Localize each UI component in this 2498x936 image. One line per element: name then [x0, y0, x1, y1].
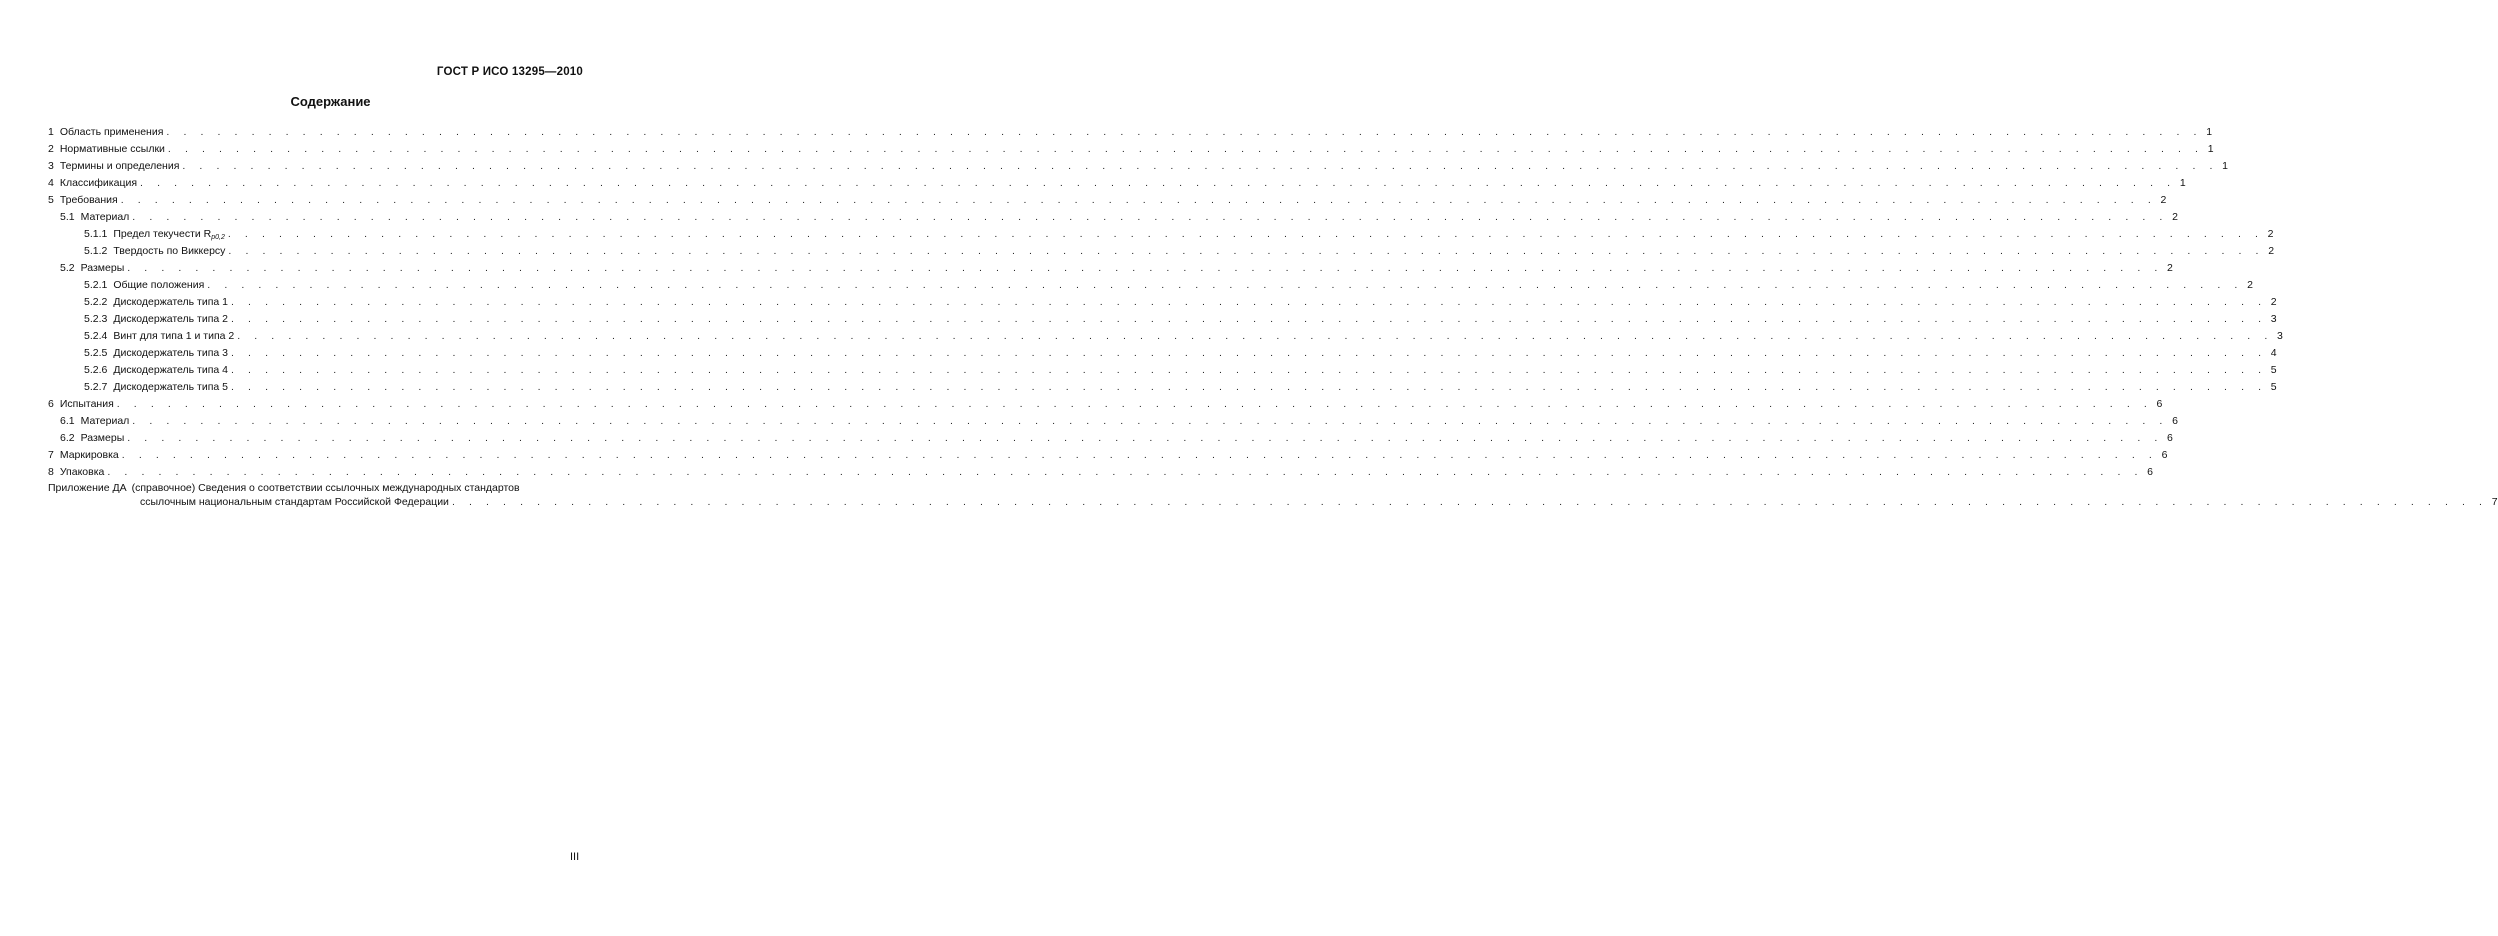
toc-entry-title: Дискодержатель типа 3	[113, 347, 228, 359]
dot-leader: . . . . . . . . . . . . . . . . . . . . . . . . . . . . . . . . . . . . . . . . . . . . . . . . . . . . . . . . . . . . . . . . . . . . . . . . . . . . . . . . . . . . . . . . . . . . . . . . . . . . . . . . . . . . . . . . . . . . . . . .	[166, 126, 2203, 138]
toc-entry-title: Материал	[80, 415, 130, 427]
appendix-second-line	[48, 495, 2498, 510]
appendix-title-line2: ссылочным национальным стандартам Российской Федерации	[140, 496, 449, 508]
toc-entry-number: 7	[48, 449, 54, 461]
toc-entry[interactable]	[48, 396, 2163, 413]
dot-leader: . . . . . . . . . . . . . . . . . . . . . . . . . . . . . . . . . . . . . . . . . . . . . . . . . . . . . . . . . . . . . . . . . . . . . . . . . . . . . . . . . . . . . . . . . . . . . . . . . . . . . . . . . . . . . . . . . . . . . . . .	[127, 262, 2163, 274]
toc-entry-number: 5.2.6	[84, 364, 108, 376]
toc-entry-title: Дискодержатель типа 1	[113, 296, 228, 308]
toc-entry[interactable]	[48, 192, 2167, 209]
toc-entry-page: 2	[2160, 194, 2167, 206]
toc-entry-number: 6	[48, 398, 54, 410]
toc-entry-page: 4	[2270, 347, 2277, 359]
toc-entry-page: 1	[2206, 126, 2213, 138]
dot-leader: . . . . . . . . . . . . . . . . . . . . . . . . . . . . . . . . . . . . . . . . . . . . . . . . . . . . . . . . . . . . . . . . . . . . . . . . . . . . . . . . . . . . . . . . . . . . . . . . . . . . . . . . . . . . . . . . . . . . . . . .	[116, 398, 2153, 410]
document-id: ГОСТ Р ИСО 13295—2010	[436, 66, 583, 78]
toc-entry-title: Нормативные ссылки	[59, 143, 165, 155]
toc-entry[interactable]	[48, 158, 2229, 175]
toc-entry[interactable]	[48, 124, 2213, 141]
toc-entry-number: 5.1.2	[84, 245, 108, 257]
toc-entry-title: Область применения	[59, 126, 164, 138]
dot-leader: . . . . . . . . . . . . . . . . . . . . . . . . . . . . . . . . . . . . . . . . . . . . . . . . . . . . . . . . . . . . . . . . . . . . . . . . . . . . . . . . . . . . . . . . . . . . . . . . . . . . . . . . . . . . . . . . . . . . . . . .	[207, 279, 2243, 291]
dot-leader: . . . . . . . . . . . . . . . . . . . . . . . . . . . . . . . . . . . . . . . . . . . . . . . . . . . . . . . . . . . . . . . . . . . . . . . . . . . . . . . . . . . . . . . . . . . . . . . . . . . . . . . . . . . . . . . . . . . . . . . .	[228, 245, 2265, 257]
toc-entry[interactable]	[48, 430, 2173, 447]
dot-leader: . . . . . . . . . . . . . . . . . . . . . . . . . . . . . . . . . . . . . . . . . . . . . . . . . . . . . . . . . . . . . . . . . . . . . . . . . . . . . . . . . . . . . . . . . . . . . . . . . . . . . . . . . . . . . . . . . . . . . . . .	[231, 364, 2267, 376]
toc-entry-title: Предел текучести $R_{p0,2}$	[113, 228, 225, 241]
dot-leader: . . . . . . . . . . . . . . . . . . . . . . . . . . . . . . . . . . . . . . . . . . . . . . . . . . . . . . . . . . . . . . . . . . . . . . . . . . . . . . . . . . . . . . . . . . . . . . . . . . . . . . . . . . . . . . . . . . . . . . . .	[132, 415, 2168, 427]
toc-entry-number: 6.1	[60, 415, 75, 427]
toc-entry[interactable]	[48, 345, 2277, 362]
toc-entry-page: 2	[2268, 245, 2275, 257]
toc-entry-page: 1	[2179, 177, 2186, 189]
toc-entry-number: 8	[48, 466, 54, 478]
toc-entry-page: 2	[2247, 279, 2253, 291]
appendix-first-line	[48, 481, 583, 495]
toc-entry[interactable]	[48, 413, 2178, 430]
appendix-page: 7	[2491, 496, 2498, 508]
toc-entry[interactable]	[48, 311, 2277, 328]
toc-entry-number: 5.2	[60, 262, 75, 274]
dot-leader: . . . . . . . . . . . . . . . . . . . . . . . . . . . . . . . . . . . . . . . . . . . . . . . . . . . . . . . . . . . . . . . . . . . . . . . . . . . . . . . . . . . . . . . . . . . . . . . . . . . . . . . . . . . . . . . . . . . . . . . .	[132, 211, 2168, 223]
toc-entry-number: 5.2.2	[84, 296, 108, 308]
toc-entry-number: 5.1	[60, 211, 75, 223]
toc-entry-page: 6	[2156, 398, 2163, 410]
dot-leader: . . . . . . . . . . . . . . . . . . . . . . . . . . . . . . . . . . . . . . . . . . . . . . . . . . . . . . . . . . . . . . . . . . . . . . . . . . . . . . . . . . . . . . . . . . . . . . . . . . . . . . . . . . . . . . . . . . . . . . . .	[237, 330, 2273, 342]
dot-leader: . . . . . . . . . . . . . . . . . . . . . . . . . . . . . . . . . . . . . . . . . . . . . . . . . . . . . . . . . . . . . . . . . . . . . . . . . . . . . . . . . . . . . . . . . . . . . . . . . . . . . . . . . . . . . . . . . . . . . . . .	[231, 381, 2267, 393]
appendix-label: Приложение ДА	[48, 482, 127, 494]
toc-entry-page: 3	[2270, 313, 2277, 325]
toc-entry[interactable]	[48, 447, 2168, 464]
toc-entry[interactable]	[48, 362, 2277, 379]
toc-entry-page: 2	[2270, 296, 2277, 308]
toc-entry[interactable]	[48, 260, 2173, 277]
toc-entry-number: 5.1.1	[84, 228, 108, 240]
page-title: Содержание	[290, 94, 371, 109]
toc-entry[interactable]	[48, 294, 2277, 311]
toc-entry-title: Дискодержатель типа 4	[113, 364, 228, 376]
toc-entry-page: 5	[2270, 364, 2277, 376]
toc-entry-title: Испытания	[59, 398, 114, 410]
dot-leader: . . . . . . . . . . . . . . . . . . . . . . . . . . . . . . . . . . . . . . . . . . . . . . . . . . . . . . . . . . . . . . . . . . . . . . . . . . . . . . . . . . . . . . . . . . . . . . . . . . . . . . . . . . . . . . . . . . . . . . . .	[120, 194, 2157, 206]
toc-entry-number: 1	[48, 126, 54, 138]
toc-entry-title: Упаковка	[59, 466, 105, 478]
toc-entry-title: Общие положения	[113, 279, 205, 291]
toc-entry-page: 3	[2277, 330, 2283, 342]
dot-leader: . . . . . . . . . . . . . . . . . . . . . . . . . . . . . . . . . . . . . . . . . . . . . . . . . . . . . . . . . . . . . . . . . . . . . . . . . . . . . . . . . . . . . . . . . . . . . . . . . . . . . . . . . . . . . . . . . . . . . . . .	[231, 313, 2267, 325]
toc-entry[interactable]	[48, 243, 2275, 260]
toc-entry-page: 6	[2167, 432, 2173, 444]
toc-entry-title: Термины и определения	[59, 160, 180, 172]
toc-entry-page: 1	[2222, 160, 2229, 172]
toc-entry[interactable]	[48, 379, 2277, 396]
toc-entry-title: Дискодержатель типа 5	[113, 381, 228, 393]
dot-leader: . . . . . . . . . . . . . . . . . . . . . . . . . . . . . . . . . . . . . . . . . . . . . . . . . . . . . . . . . . . . . . . . . . . . . . . . . . . . . . . . . . . . . . . . . . . . . . . . . . . . . . . . . . . . . . . . . . . . . . . .	[227, 228, 2264, 240]
toc-entry-page: 6	[2147, 466, 2153, 478]
toc-entry[interactable]	[48, 209, 2178, 226]
dot-leader: . . . . . . . . . . . . . . . . . . . . . . . . . . . . . . . . . . . . . . . . . . . . . . . . . . . . . . . . . . . . . . . . . . . . . . . . . . . . . . . . . . . . . . . . . . . . . . . . . . . . . . . . . . . . . . . . . . . . . . . .	[231, 347, 2267, 359]
page-number: III	[570, 851, 580, 863]
dot-leader: . . . . . . . . . . . . . . . . . . . . . . . . . . . . . . . . . . . . . . . . . . . . . . . . . . . . . . . . . . . . . . . . . . . . . . . . . . . . . . . . . . . . . . . . . . . . . . . . . . . . . . . . . . . . . . . . . . . . . . . .	[167, 143, 2204, 155]
toc-entry-number: 5.2.1	[84, 279, 108, 291]
toc-entry-number: 5.2.4	[84, 330, 108, 342]
toc-entry-number: 4	[48, 177, 54, 189]
toc-entry-page: 6	[2172, 415, 2178, 427]
toc-entry-page: 2	[2172, 211, 2178, 223]
toc-entry-title: Маркировка	[59, 449, 119, 461]
toc-entry-number: 6.2	[60, 432, 75, 444]
toc-entry-number: 3	[48, 160, 54, 172]
toc-entry-page: 1	[2207, 143, 2214, 155]
toc-entry-title: Размеры	[80, 432, 125, 444]
toc-entry[interactable]	[48, 328, 2283, 345]
toc-appendix-entry[interactable]	[48, 481, 2498, 510]
toc-entry-number: 5.2.5	[84, 347, 108, 359]
toc-entry-page: 6	[2161, 449, 2168, 461]
toc-entry-page: 5	[2270, 381, 2277, 393]
subscript: p0,2	[211, 234, 225, 241]
toc-entry-number: 5.2.3	[84, 313, 108, 325]
dot-leader: . . . . . . . . . . . . . . . . . . . . . . . . . . . . . . . . . . . . . . . . . . . . . . . . . . . . . . . . . . . . . . . . . . . . . . . . . . . . . . . . . . . . . . . . . . . . . . . . . . . . . . . . . . . . . . . . . . . . . . . .	[107, 466, 2143, 478]
toc-entry-title: Требования	[59, 194, 118, 206]
toc-entry-number: 5.2.7	[84, 381, 108, 393]
toc-entry[interactable]	[48, 277, 2253, 294]
dot-leader: . . . . . . . . . . . . . . . . . . . . . . . . . . . . . . . . . . . . . . . . . . . . . . . . . . . . . . . . . . . . . . . . . . . . . . . . . . . . . . . . . . . . . . . . . . . . . . . . . . . . . . . . . . . . . . . . . . . . . . . .	[231, 296, 2267, 308]
toc-entry-page: 2	[2167, 262, 2173, 274]
dot-leader: . . . . . . . . . . . . . . . . . . . . . . . . . . . . . . . . . . . . . . . . . . . . . . . . . . . . . . . . . . . . . . . . . . . . . . . . . . . . . . . . . . . . . . . . . . . . . . . . . . . . . . . . . . . . . . . . . . . . . . . .	[182, 160, 2219, 172]
toc-entry[interactable]	[48, 141, 2214, 158]
toc-entry-title: Размеры	[80, 262, 125, 274]
toc-entry-number: 5	[48, 194, 54, 206]
dot-leader: . . . . . . . . . . . . . . . . . . . . . . . . . . . . . . . . . . . . . . . . . . . . . . . . . . . . . . . . . . . . . . . . . . . . . . . . . . . . . . . . . . . . . . . . . . . . . . . . . . . . . . . . . . . . . . . . . . . . . . . .	[140, 177, 2176, 189]
dot-leader: . . . . . . . . . . . . . . . . . . . . . . . . . . . . . . . . . . . . . . . . . . . . . . . . . . . . . . . . . . . . . . . . . . . . . . . . . . . . . . . . . . . . . . . . . . . . . . . . . . . . . . . . . . . . . . . . . . . . . . . .	[127, 432, 2163, 444]
toc-entry-title: Винт для типа 1 и типа 2	[113, 330, 235, 342]
toc-entry-title: Материал	[80, 211, 130, 223]
toc-entry-title: Классификация	[59, 177, 138, 189]
toc-entry[interactable]	[48, 175, 2186, 192]
table-of-contents	[48, 124, 2498, 510]
toc-entry-title: Дискодержатель типа 2	[113, 313, 228, 325]
dot-leader: . . . . . . . . . . . . . . . . . . . . . . . . . . . . . . . . . . . . . . . . . . . . . . . . . . . . . . . . . . . . . . . . . . . . . . . . . . . . . . . . . . . . . . . . . . . . . . . . . . . . . . . . . . . . . . . . . . . . . . . .	[451, 496, 2488, 508]
toc-entry-title: Твердость по Виккерсу	[113, 245, 226, 257]
dot-leader: . . . . . . . . . . . . . . . . . . . . . . . . . . . . . . . . . . . . . . . . . . . . . . . . . . . . . . . . . . . . . . . . . . . . . . . . . . . . . . . . . . . . . . . . . . . . . . . . . . . . . . . . . . . . . . . . . . . . . . . .	[121, 449, 2158, 461]
toc-entry[interactable]	[48, 464, 2153, 481]
toc-entry-number: 2	[48, 143, 54, 155]
toc-entry-page: 2	[2267, 228, 2274, 240]
toc-entry[interactable]	[48, 226, 2274, 243]
appendix-title-line1: (справочное) Сведения о соответствии ссылочных международных стандартов	[131, 482, 520, 494]
